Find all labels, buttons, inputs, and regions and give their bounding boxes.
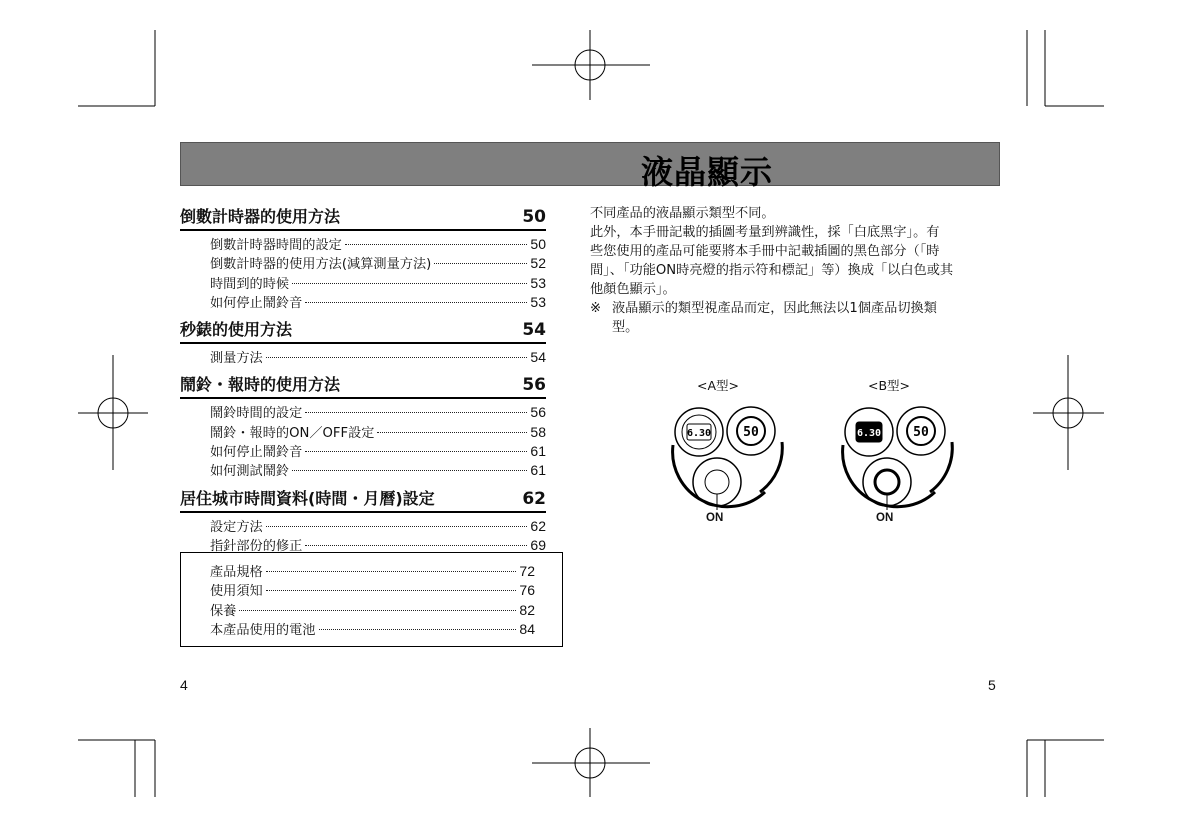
body-line: 間」、「功能ON時亮燈的指示符和標記」等）換成「以白色或其 <box>590 263 954 278</box>
toc-section-heading[interactable]: 鬧鈴・報時的使用方法 56 <box>180 373 546 399</box>
toc-entry[interactable]: 設定方法 62 <box>210 517 546 535</box>
toc-entry[interactable]: 如何停止鬧鈴音 61 <box>210 443 546 461</box>
watch-b-seconds: 50 <box>913 425 929 440</box>
note-line: 液晶顯示的類型視產品而定，因此無法以1個產品切換類 <box>612 301 937 316</box>
toc-entry[interactable]: 指針部份的修正 69 <box>210 536 546 554</box>
watch-illustrations <box>655 400 1035 515</box>
note-line: 型。 <box>612 320 639 335</box>
figure-b-label: <B型> <box>868 378 911 393</box>
appendix-box <box>180 552 563 647</box>
watch-a-seconds: 50 <box>743 425 759 440</box>
page-number-left: 4 <box>180 677 188 693</box>
toc-section <box>180 373 546 480</box>
note-mark: ※ <box>590 301 602 316</box>
watch-b <box>843 407 953 510</box>
toc-entry[interactable]: 使用須知 76 <box>210 582 535 600</box>
body-line: 他顏色顯示」。 <box>590 282 676 297</box>
page-number-right: 5 <box>988 677 996 693</box>
toc-section <box>180 318 546 367</box>
toc-section-heading[interactable]: 秒錶的使用方法 54 <box>180 318 546 344</box>
body-line: 不同產品的液晶顯示類型不同。 <box>590 206 775 221</box>
figure-a-on-label: ON <box>706 512 724 524</box>
figure-a-label: <A型> <box>697 378 739 393</box>
toc-entry[interactable]: 保養 82 <box>210 601 535 619</box>
toc-section <box>180 205 546 312</box>
watch-a-time: 6.30 <box>686 428 712 439</box>
toc-entry[interactable]: 如何測試鬧鈴 61 <box>210 462 546 480</box>
toc-entry[interactable]: 產品規格 72 <box>210 563 535 580</box>
toc-entry[interactable]: 測量方法 54 <box>210 349 546 367</box>
toc-section-heading[interactable]: 倒數計時器的使用方法 50 <box>180 205 546 231</box>
figure-b-on-label: ON <box>876 512 894 524</box>
toc-entry[interactable]: 鬧鈴時間的設定 56 <box>210 404 546 422</box>
title-banner <box>180 142 1000 191</box>
toc-entry[interactable]: 倒數計時器的使用方法(減算測量方法) 52 <box>210 255 546 273</box>
watch-a <box>673 407 783 510</box>
toc-section <box>180 487 546 556</box>
toc-entry[interactable]: 倒數計時器時間的設定 50 <box>210 236 546 253</box>
toc-entry[interactable]: 時間到的時候 53 <box>210 274 546 292</box>
toc-entry[interactable]: 鬧鈴・報時的ON／OFF設定 58 <box>210 423 546 441</box>
body-text <box>590 204 1002 337</box>
body-line: 些您使用的產品可能要將本手冊中記載插圖的黑色部分（「時 <box>590 244 940 259</box>
watch-b-time: 6.30 <box>856 428 882 439</box>
page-title: 液晶顯示 <box>640 153 773 191</box>
toc-section-heading[interactable]: 居住城市時間資料(時間・月曆)設定 62 <box>180 487 546 513</box>
toc-entry[interactable]: 本產品使用的電池 84 <box>210 620 535 638</box>
body-line: 此外，本手冊記載的插圖考量到辨識性，採「白底黑字」。有 <box>590 225 940 240</box>
toc-entry[interactable]: 如何停止鬧鈴音 53 <box>210 293 546 311</box>
note <box>590 299 1002 337</box>
table-of-contents <box>180 205 546 561</box>
